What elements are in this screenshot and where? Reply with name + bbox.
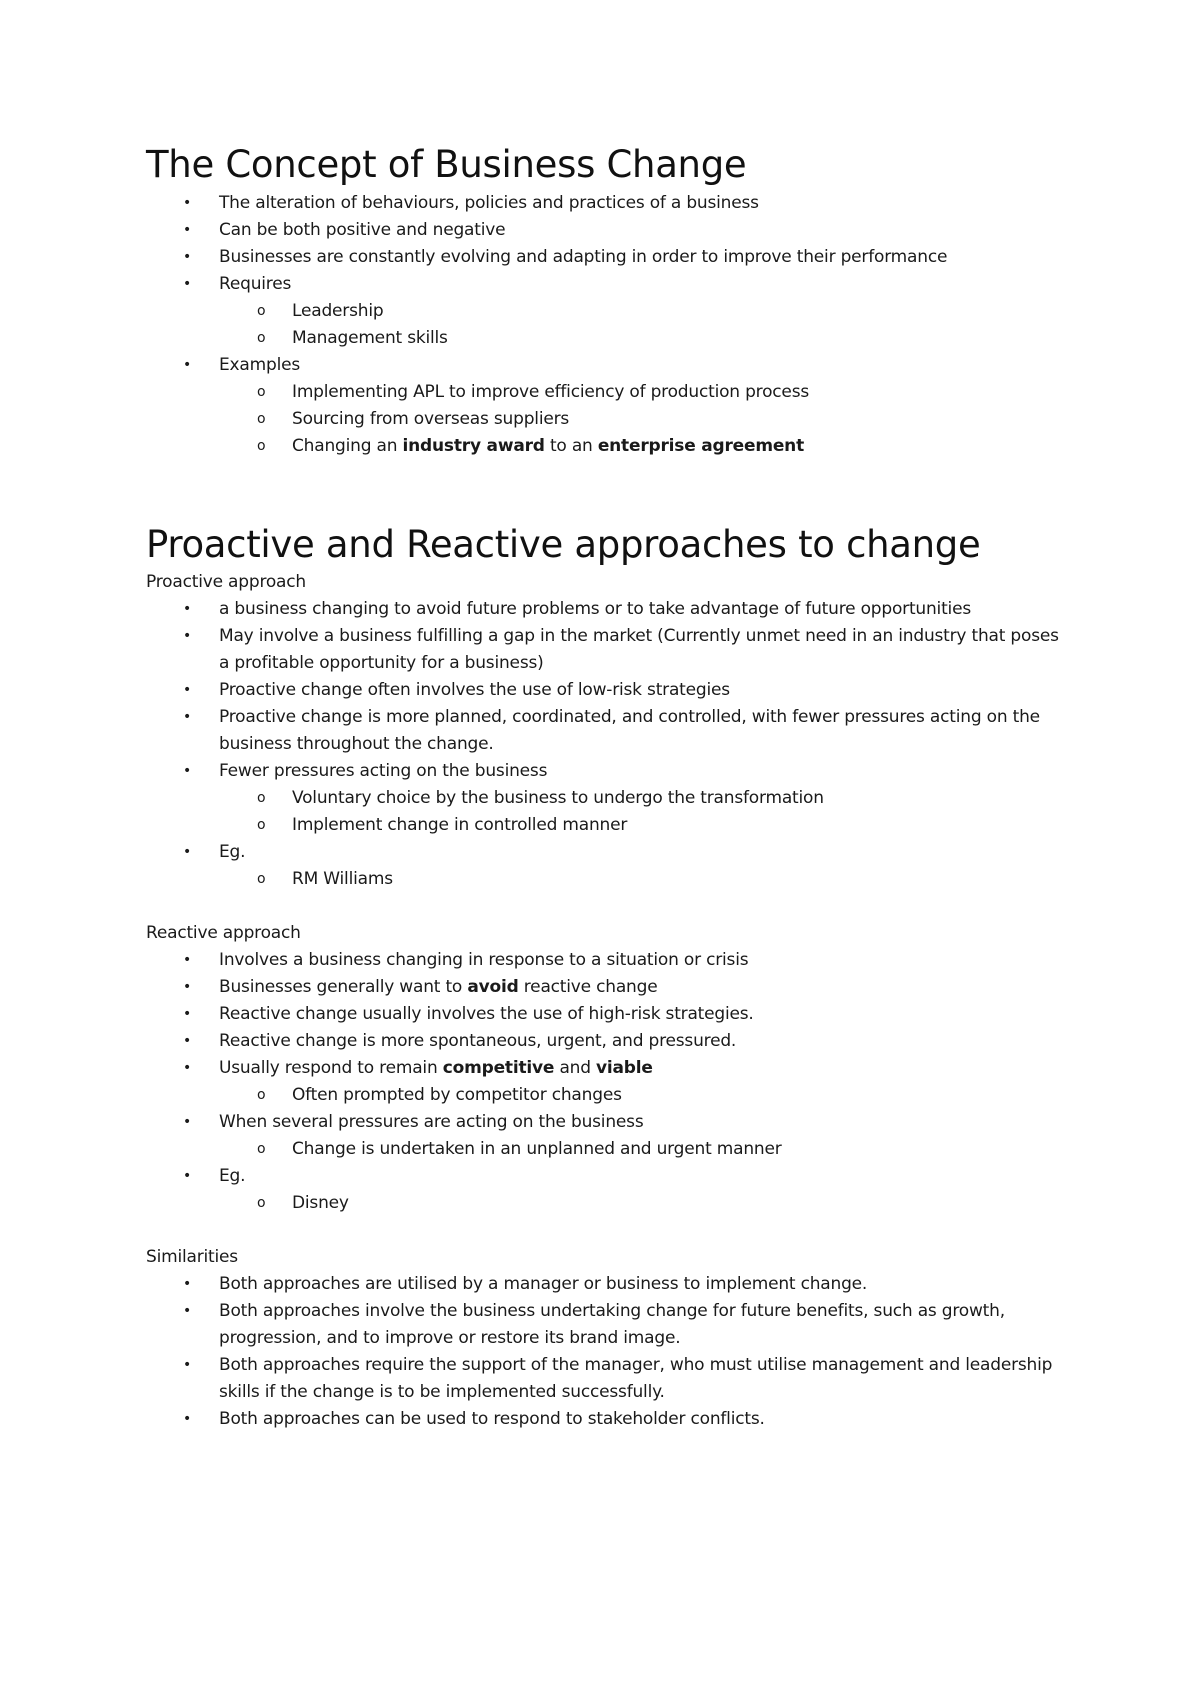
bullet-icon: • bbox=[183, 1303, 192, 1319]
list-item: • Both approaches require the support of the manager, who must utilise management and leadership skills if the change is to be implemented successfully. bbox=[146, 1352, 1066, 1406]
proactive-eg-sublist bbox=[219, 866, 1066, 893]
list-item: • Eg. o RM Williams bbox=[146, 839, 1066, 893]
examples-sublist bbox=[219, 379, 1066, 460]
bullet-icon: • bbox=[183, 276, 192, 292]
sub-bullet-icon: o bbox=[257, 411, 266, 427]
bold-term: competitive bbox=[442, 1058, 555, 1078]
fewer-pressures-sublist bbox=[219, 785, 1066, 839]
sub-list-item: o Disney bbox=[219, 1190, 1066, 1217]
list-item: • Reactive change is more spontaneous, urgent, and pressured. bbox=[146, 1028, 1066, 1055]
bold-term: avoid bbox=[467, 977, 519, 997]
list-item: • Can be both positive and negative bbox=[146, 217, 1066, 244]
list-item: • a business changing to avoid future problems or to take advantage of future opportunities bbox=[146, 596, 1066, 623]
bold-term: industry award bbox=[402, 436, 545, 456]
list-item: • Both approaches can be used to respond to stakeholder conflicts. bbox=[146, 1406, 1066, 1433]
sub-list-item: o Implement change in controlled manner bbox=[219, 812, 1066, 839]
list-item: • Both approaches involve the business undertaking change for future benefits, such as growth, progression, and to improve or restore its brand image. bbox=[146, 1298, 1066, 1352]
proactive-label: Proactive approach bbox=[146, 572, 307, 592]
section-title-business-change: The Concept of Business Change bbox=[146, 143, 747, 186]
sub-bullet-icon: o bbox=[257, 817, 266, 833]
sub-bullet-icon: o bbox=[257, 330, 266, 346]
reactive-list bbox=[146, 947, 1066, 1217]
sub-list-item: o Implementing APL to improve efficiency of production process bbox=[219, 379, 1066, 406]
list-item: • Businesses generally want to avoid reactive change bbox=[146, 974, 1066, 1001]
list-item-requires: • Requires o Leadership o Management skills bbox=[146, 271, 1066, 352]
bullet-icon: • bbox=[183, 1357, 192, 1373]
bullet-icon: • bbox=[183, 222, 192, 238]
sub-bullet-icon: o bbox=[257, 303, 266, 319]
sub-list-item: o Management skills bbox=[219, 325, 1066, 352]
business-change-list bbox=[146, 190, 1066, 460]
list-item: • The alteration of behaviours, policies and practices of a business bbox=[146, 190, 1066, 217]
bullet-icon: • bbox=[183, 1033, 192, 1049]
sub-list-item: o Voluntary choice by the business to undergo the transformation bbox=[219, 785, 1066, 812]
sub-bullet-icon: o bbox=[257, 1087, 266, 1103]
sub-bullet-icon: o bbox=[257, 438, 266, 454]
bold-term: viable bbox=[596, 1058, 653, 1078]
sub-list-item: o Sourcing from overseas suppliers bbox=[219, 406, 1066, 433]
reactive-eg-sublist bbox=[219, 1190, 1066, 1217]
bullet-icon: • bbox=[183, 1060, 192, 1076]
bold-term: enterprise agreement bbox=[597, 436, 805, 456]
section-title-approaches: Proactive and Reactive approaches to change bbox=[146, 523, 981, 566]
list-item: • Involves a business changing in response to a situation or crisis bbox=[146, 947, 1066, 974]
list-item: • Both approaches are utilised by a manager or business to implement change. bbox=[146, 1271, 1066, 1298]
list-item-examples: • Examples o Implementing APL to improve efficiency of production process o Sourcing from overseas suppliers o Changing an industry award to an enterprise agreement bbox=[146, 352, 1066, 460]
sub-list-item: o Often prompted by competitor changes bbox=[219, 1082, 1066, 1109]
list-item: • Proactive change often involves the use of low-risk strategies bbox=[146, 677, 1066, 704]
sub-bullet-icon: o bbox=[257, 790, 266, 806]
sub-bullet-icon: o bbox=[257, 1195, 266, 1211]
bullet-icon: • bbox=[183, 1276, 192, 1292]
similarities-label: Similarities bbox=[146, 1247, 238, 1267]
sub-bullet-icon: o bbox=[257, 1141, 266, 1157]
sub-list-item: o RM Williams bbox=[219, 866, 1066, 893]
reactive-label: Reactive approach bbox=[146, 923, 301, 943]
bullet-icon: • bbox=[183, 601, 192, 617]
bullet-icon: • bbox=[183, 249, 192, 265]
sub-bullet-icon: o bbox=[257, 871, 266, 887]
sub-bullet-icon: o bbox=[257, 384, 266, 400]
bullet-icon: • bbox=[183, 763, 192, 779]
bullet-icon: • bbox=[183, 844, 192, 860]
list-item: • When several pressures are acting on the business o Change is undertaken in an unplanned and urgent manner bbox=[146, 1109, 1066, 1163]
bullet-icon: • bbox=[183, 1114, 192, 1130]
sub-list-item: o Changing an industry award to an enterprise agreement bbox=[219, 433, 1066, 460]
bullet-icon: • bbox=[183, 195, 192, 211]
bullet-icon: • bbox=[183, 1006, 192, 1022]
bullet-icon: • bbox=[183, 357, 192, 373]
list-item: • Reactive change usually involves the use of high-risk strategies. bbox=[146, 1001, 1066, 1028]
list-item: • Businesses are constantly evolving and adapting in order to improve their performance bbox=[146, 244, 1066, 271]
similarities-list bbox=[146, 1271, 1066, 1433]
competitive-sublist bbox=[219, 1082, 1066, 1109]
list-item: • Eg. o Disney bbox=[146, 1163, 1066, 1217]
bullet-icon: • bbox=[183, 709, 192, 725]
list-item: • Fewer pressures acting on the business o Voluntary choice by the business to undergo the transformation o Implement change in controlled manner bbox=[146, 758, 1066, 839]
bullet-icon: • bbox=[183, 1168, 192, 1184]
sub-list-item: o Change is undertaken in an unplanned and urgent manner bbox=[219, 1136, 1066, 1163]
bullet-icon: • bbox=[183, 628, 192, 644]
list-item: • May involve a business fulfilling a gap in the market (Currently unmet need in an industry that poses a profitable opportunity for a business) bbox=[146, 623, 1066, 677]
bullet-icon: • bbox=[183, 1411, 192, 1427]
bullet-icon: • bbox=[183, 952, 192, 968]
several-pressures-sublist bbox=[219, 1136, 1066, 1163]
proactive-list bbox=[146, 596, 1066, 893]
document-page bbox=[146, 140, 1066, 1433]
sub-list-item: o Leadership bbox=[219, 298, 1066, 325]
bullet-icon: • bbox=[183, 979, 192, 995]
list-item: • Usually respond to remain competitive and viable o Often prompted by competitor changes bbox=[146, 1055, 1066, 1109]
list-item: • Proactive change is more planned, coordinated, and controlled, with fewer pressures acting on the business throughout the change. bbox=[146, 704, 1066, 758]
bullet-icon: • bbox=[183, 682, 192, 698]
requires-sublist bbox=[219, 298, 1066, 352]
